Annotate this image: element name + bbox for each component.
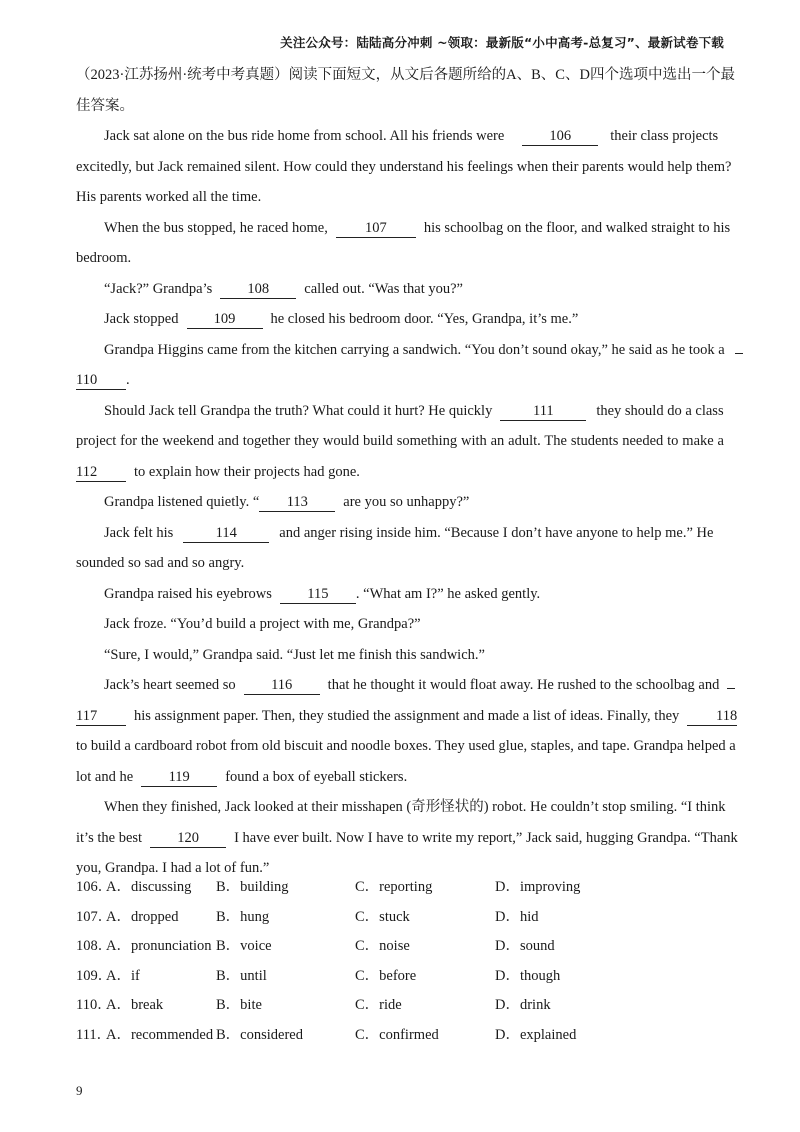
blank-110: 110 xyxy=(76,371,126,390)
blank-108: 108 xyxy=(220,280,296,299)
option-d: D．sound xyxy=(495,938,555,955)
paragraph-5-line-2: 110 . xyxy=(76,372,130,388)
blank-109: 109 xyxy=(187,310,263,329)
option-c: C．before xyxy=(355,967,417,984)
paragraph-9: Grandpa raised his eyebrows 115 . “What am I?” he asked gently. xyxy=(104,585,541,602)
paragraph-13-line-2: it’s the best 120 I have ever built. Now I have to write my report,” Jack said, hugging Grandpa. “Thank xyxy=(76,829,738,846)
article xyxy=(76,60,738,884)
option-c: C．ride xyxy=(355,997,402,1014)
paragraph-8-line-2: sounded so sad and so angry. xyxy=(76,555,245,571)
paragraph-13-line-3: you, Grandpa. I had a lot of fun.” xyxy=(76,860,270,876)
option-a: A．discussing xyxy=(106,879,192,895)
option-d: D．hid xyxy=(495,908,539,925)
blank-117: 117 xyxy=(76,707,126,726)
blank-118: 118 xyxy=(687,707,737,726)
answer-options xyxy=(76,873,724,1051)
blank-114: 114 xyxy=(183,524,269,543)
option-b: B．voice xyxy=(216,938,272,955)
page-number: 9 xyxy=(76,1083,83,1098)
paragraph-6-line-1: Should Jack tell Grandpa the truth? What could it hurt? He quickly 111 they should do a class xyxy=(104,402,724,419)
option-b: B．hung xyxy=(216,908,270,925)
option-d: D．though xyxy=(495,967,561,984)
option-row-106 xyxy=(76,873,724,903)
blank-120: 120 xyxy=(150,829,226,848)
question-number: 108． xyxy=(76,938,113,955)
option-row-107 xyxy=(76,903,724,933)
option-a: A．break xyxy=(106,997,164,1014)
option-c: C．stuck xyxy=(355,908,410,925)
paragraph-12-line-1: Jack’s heart seemed so 116 that he thought it would float away. He rushed to the schoolbag and xyxy=(76,670,724,701)
paragraph-7: Grandpa listened quietly. “ 113 are you so unhappy?” xyxy=(104,494,470,510)
blank-115: 115 xyxy=(280,585,356,604)
option-b: B．considered xyxy=(216,1026,303,1043)
question-number: 109． xyxy=(76,967,113,984)
blank-106: 106 xyxy=(522,127,598,146)
paragraph-4: Jack stopped 109 he closed his bedroom door. “Yes, Grandpa, it’s me.” xyxy=(104,311,579,327)
paragraph-1-line-2: excitedly, but Jack remained silent. How could they understand his feelings when their parents would help them? xyxy=(76,158,732,175)
blank-111: 111 xyxy=(500,402,586,421)
paragraph-12-line-4: lot and he 119 found a box of eyeball stickers. xyxy=(76,768,408,785)
option-a: A．if xyxy=(106,967,140,984)
option-row-108 xyxy=(76,932,724,962)
question-number: 107． xyxy=(76,908,113,925)
option-row-109 xyxy=(76,962,724,992)
option-b: B．until xyxy=(216,967,267,984)
paragraph-5-line-1: Grandpa Higgins came from the kitchen carrying a sandwich. “You don’t sound okay,” he said as he took a xyxy=(76,335,724,366)
question-number: 110． xyxy=(76,997,112,1014)
instruction-line-2: 佳答案。 xyxy=(76,97,134,114)
instruction-line-1: （2023·江苏扬州·统考中考真题）阅读下面短文，从文后各题所给的A、B、C、D四个选项中选出一个最 xyxy=(76,67,735,83)
option-d: D．drink xyxy=(495,997,551,1014)
paragraph-3: “Jack?” Grandpa’s 108 called out. “Was that you?” xyxy=(104,280,463,297)
option-b: B．bite xyxy=(216,997,262,1014)
option-a: A．dropped xyxy=(106,908,179,925)
option-d: D．explained xyxy=(495,1026,577,1043)
option-c: C．confirmed xyxy=(355,1026,439,1043)
paragraph-1-line-1: Jack sat alone on the bus ride home from school. All his friends were 106 their class projects xyxy=(104,128,719,144)
option-c: C．noise xyxy=(355,938,410,955)
option-b: B．building xyxy=(216,879,289,895)
paragraph-6-line-3: 112 to explain how their projects had gone. xyxy=(76,463,360,480)
blank-113: 113 xyxy=(259,493,335,512)
paragraph-11: “Sure, I would,” Grandpa said. “Just let me finish this sandwich.” xyxy=(104,646,485,663)
paragraph-12-line-2: 117 his assignment paper. Then, they studied the assignment and made a list of ideas. Finally, they 118 xyxy=(76,707,738,724)
paragraph-8-line-1: Jack felt his 114 and anger rising inside him. “Because I don’t have anyone to help me.” He xyxy=(104,524,714,541)
blank-107: 107 xyxy=(336,219,416,238)
page-header: 关注公众号：陆陆高分冲刺 ~领取：最新版“小中高考-总复习”、最新试卷下载 xyxy=(280,35,724,50)
option-d: D．improving xyxy=(495,879,581,895)
option-c: C．reporting xyxy=(355,879,433,895)
question-number: 111． xyxy=(76,1026,112,1043)
option-a: A．recommended xyxy=(106,1026,214,1043)
paragraph-12-line-3: to build a cardboard robot from old biscuit and noodle boxes. They used glue, staples, and tape. Grandpa helped a xyxy=(76,738,736,754)
blank-119: 119 xyxy=(141,768,217,787)
option-row-111 xyxy=(76,1021,724,1051)
blank-116: 116 xyxy=(244,676,320,695)
paragraph-1-line-3: His parents worked all the time. xyxy=(76,189,262,205)
question-number: 106． xyxy=(76,879,113,895)
paragraph-6-line-2: project for the weekend and together they would build something with an adult. The students needed to make a xyxy=(76,433,724,449)
paragraph-10: Jack froze. “You’d build a project with me, Grandpa?” xyxy=(104,616,421,632)
blank-112: 112 xyxy=(76,463,126,482)
paragraph-13-line-1: When they finished, Jack looked at their misshapen (奇形怪状的) robot. He couldn’t stop smiling. “I think xyxy=(104,799,726,815)
paragraph-2-line-1: When the bus stopped, he raced home, 107 his schoolbag on the floor, and walked straight to his xyxy=(104,219,731,236)
paragraph-2-line-2: bedroom. xyxy=(76,250,132,266)
option-a: A．pronunciation xyxy=(106,938,212,955)
option-row-110 xyxy=(76,991,724,1021)
